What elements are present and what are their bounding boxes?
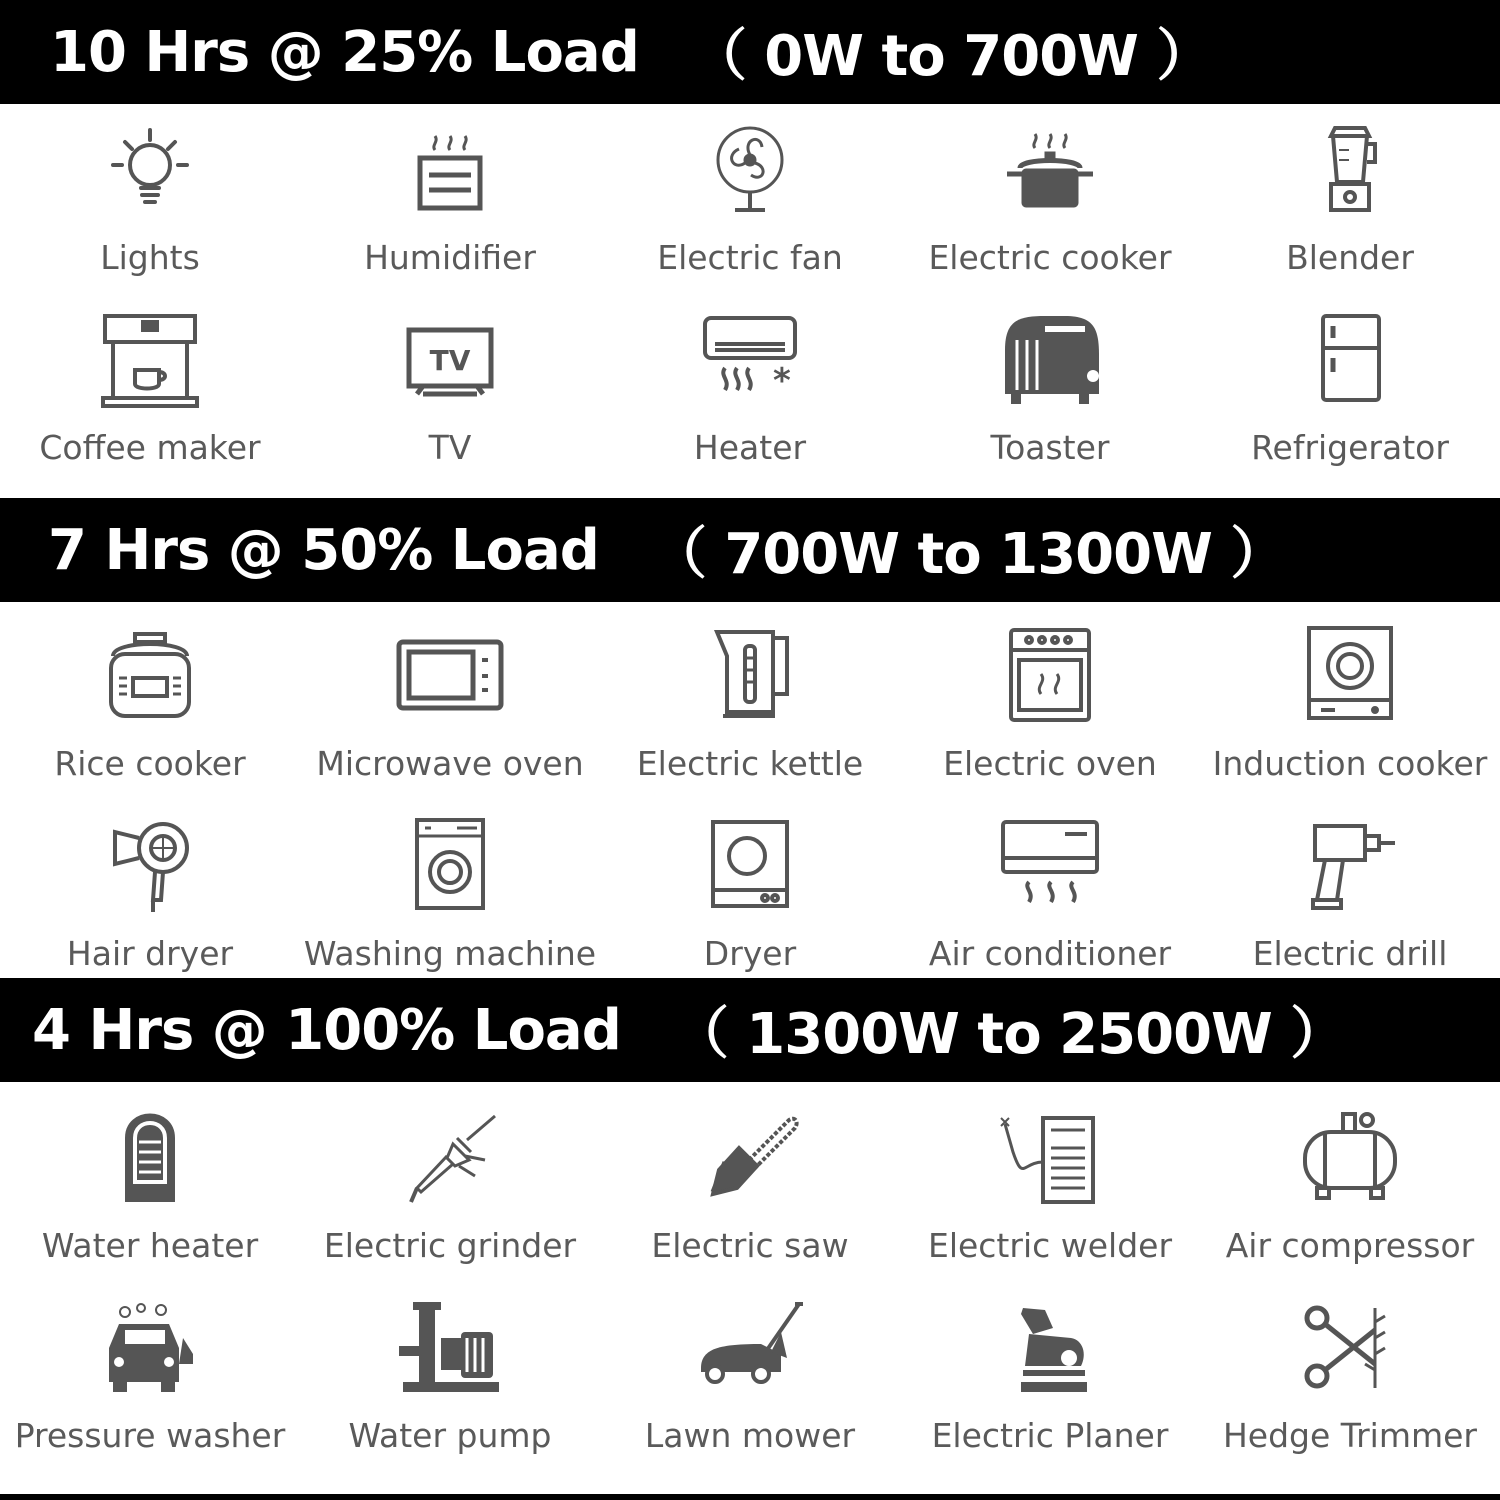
coffee-maker-icon bbox=[95, 310, 205, 410]
list-item bbox=[1200, 1094, 1500, 1284]
item-label: Washing machine bbox=[303, 934, 597, 973]
item-label: Electric welder bbox=[927, 1226, 1173, 1265]
list-item bbox=[300, 802, 600, 992]
item-label: Blender bbox=[1286, 238, 1414, 277]
microwave-icon bbox=[395, 626, 505, 726]
item-label: Water heater bbox=[41, 1226, 259, 1265]
list-item bbox=[300, 612, 600, 802]
item-label: Electric cooker bbox=[928, 238, 1172, 277]
section-grid-50 bbox=[0, 612, 1500, 992]
water-heater-icon bbox=[95, 1108, 205, 1208]
list-item bbox=[0, 612, 300, 802]
blender-icon bbox=[1295, 120, 1405, 220]
list-item bbox=[600, 1094, 900, 1284]
item-label: Hair dryer bbox=[66, 934, 234, 973]
item-label: Electric grinder bbox=[323, 1226, 577, 1265]
chainsaw-icon bbox=[695, 1108, 805, 1208]
list-item bbox=[900, 1094, 1200, 1284]
list-item bbox=[600, 106, 900, 296]
item-label: Toaster bbox=[990, 428, 1110, 467]
section-title: 7 Hrs @ 50% Load bbox=[48, 517, 599, 583]
section-title: 10 Hrs @ 25% Load bbox=[50, 19, 639, 85]
item-label: Coffee maker bbox=[39, 428, 261, 467]
item-label: Air compressor bbox=[1225, 1226, 1475, 1265]
compressor-icon bbox=[1295, 1108, 1405, 1208]
list-item bbox=[300, 1094, 600, 1284]
item-label: TV bbox=[428, 428, 472, 467]
list-item bbox=[1200, 612, 1500, 802]
washer-icon bbox=[395, 816, 505, 916]
item-label: Electric drill bbox=[1252, 934, 1448, 973]
pump-icon bbox=[395, 1298, 505, 1398]
list-item bbox=[0, 1094, 300, 1284]
fridge-icon bbox=[1295, 310, 1405, 410]
list-item bbox=[1200, 296, 1500, 486]
list-item bbox=[1200, 106, 1500, 296]
rice-cooker-icon bbox=[95, 626, 205, 726]
item-label: Pressure washer bbox=[14, 1416, 286, 1455]
fan-icon bbox=[695, 120, 805, 220]
list-item bbox=[300, 1284, 600, 1474]
hedge-trimmer-icon bbox=[1295, 1298, 1405, 1398]
list-item bbox=[900, 802, 1200, 992]
list-item bbox=[1200, 802, 1500, 992]
tv-icon bbox=[395, 310, 505, 410]
list-item bbox=[300, 296, 600, 486]
heater-icon bbox=[695, 310, 805, 410]
item-label: Electric oven bbox=[943, 744, 1157, 783]
planer-icon bbox=[995, 1298, 1105, 1398]
section-range: （ 1300W to 2500W ） bbox=[672, 1002, 1346, 1067]
hair-dryer-icon bbox=[95, 816, 205, 916]
list-item bbox=[0, 296, 300, 486]
item-label: Electric fan bbox=[657, 238, 843, 277]
list-item bbox=[1200, 1284, 1500, 1474]
list-item bbox=[600, 1284, 900, 1474]
ac-icon bbox=[995, 816, 1105, 916]
list-item bbox=[900, 296, 1200, 486]
list-item bbox=[0, 802, 300, 992]
toaster-icon bbox=[995, 310, 1105, 410]
drill-icon bbox=[1295, 816, 1405, 916]
list-item bbox=[900, 612, 1200, 802]
item-label: Electric Planer bbox=[931, 1416, 1169, 1455]
kettle-icon bbox=[695, 626, 805, 726]
bulb-icon bbox=[95, 120, 205, 220]
section-banner-100 bbox=[0, 978, 1500, 1082]
item-label: Refrigerator bbox=[1251, 428, 1449, 467]
oven-icon bbox=[995, 626, 1105, 726]
list-item bbox=[600, 802, 900, 992]
list-item bbox=[600, 612, 900, 802]
item-label: Microwave oven bbox=[316, 744, 584, 783]
item-label: Electric saw bbox=[651, 1226, 849, 1265]
bottom-divider bbox=[0, 1494, 1500, 1500]
svg-text:TV: TV bbox=[429, 344, 471, 377]
item-label: Rice cooker bbox=[54, 744, 246, 783]
item-label: Lawn mower bbox=[644, 1416, 856, 1455]
humidifier-icon bbox=[395, 120, 505, 220]
item-label: Air conditioner bbox=[928, 934, 1172, 973]
list-item bbox=[0, 106, 300, 296]
dryer-icon bbox=[695, 816, 805, 916]
section-banner-25 bbox=[0, 0, 1500, 104]
induction-icon bbox=[1295, 626, 1405, 726]
list-item bbox=[300, 106, 600, 296]
item-label: Hedge Trimmer bbox=[1222, 1416, 1477, 1455]
pot-icon bbox=[995, 120, 1105, 220]
list-item bbox=[0, 1284, 300, 1474]
list-item bbox=[600, 296, 900, 486]
item-label: Lights bbox=[100, 238, 200, 277]
grinder-icon bbox=[395, 1108, 505, 1208]
item-label: Electric kettle bbox=[636, 744, 864, 783]
welder-icon bbox=[995, 1108, 1105, 1208]
svg-text:*: * bbox=[773, 361, 791, 401]
section-title: 4 Hrs @ 100% Load bbox=[32, 997, 621, 1063]
list-item bbox=[900, 1284, 1200, 1474]
item-label: Induction cooker bbox=[1212, 744, 1488, 783]
item-label: Humidifier bbox=[364, 238, 536, 277]
lawn-mower-icon bbox=[695, 1298, 805, 1398]
item-label: Water pump bbox=[348, 1416, 552, 1455]
section-grid-100 bbox=[0, 1094, 1500, 1474]
section-grid-25 bbox=[0, 106, 1500, 486]
section-banner-50 bbox=[0, 498, 1500, 602]
item-label: Heater bbox=[693, 428, 807, 467]
list-item bbox=[900, 106, 1200, 296]
pressure-washer-icon bbox=[95, 1298, 205, 1398]
section-range: （ 0W to 700W ） bbox=[690, 24, 1212, 89]
item-label: Dryer bbox=[703, 934, 797, 973]
section-range: （ 700W to 1300W ） bbox=[650, 522, 1286, 587]
